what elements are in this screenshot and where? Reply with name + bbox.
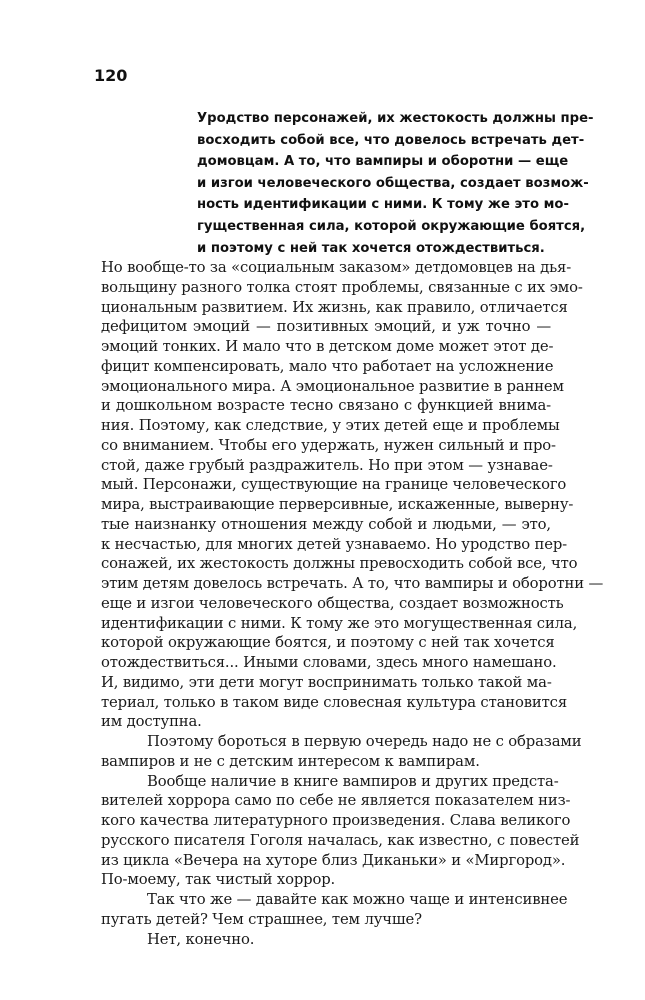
text-line: Но вообще-то за «социальным заказом» детдомовцев на дья- [101,259,572,276]
text-line: тые наизнанку отношения между собой и людьми, — это, [101,515,551,533]
page-number: 120 [94,66,128,85]
text-line: сонажей, их жестокость должны превосходить собой все, что [101,555,578,573]
text-line: Так что же — давайте как можно чаще и интенсивнее [147,891,568,908]
text-line: Нет, конечно. [147,930,255,948]
text-line: к несчастью, для многих детей узнаваемо. Но уродство пер- [101,535,568,553]
text-line: вампиров и не с детским интересом к вампирам. [101,752,480,770]
text-line: териал, только в таком виде словесная культура становится [101,693,567,711]
text-line: русского писателя Гоголя началась, как известно, с повестей [101,831,580,849]
text-line: фицит компенсировать, мало что работает на усложнение [101,357,554,375]
pull-quote [197,108,594,259]
pull-quote-line: гущественная сила, которой окружающие боятся, [197,218,586,234]
text-line: эмоционального мира. А эмоциональное развитие в раннем [101,377,564,395]
text-line: циональным развитием. Их жизнь, как правило, отличается [101,298,568,316]
text-line: вителей хоррора само по себе не является показателем низ- [101,792,571,810]
text-line: и дошкольном возрасте тесно связано с функцией внима- [101,397,551,415]
pull-quote-line: домовцам. А то, что вампиры и оборотни — еще [197,154,569,170]
text-line: Поэтому бороться в первую очередь надо не с образами [147,733,582,750]
text-line: со вниманием. Чтобы его удержать, нужен сильный и про- [101,436,556,454]
text-line: И, видимо, эти дети могут воспринимать только такой ма- [101,673,552,691]
text-line: им доступна. [101,713,202,731]
pull-quote-line: восходить собой все, что довелось встречать дет- [197,132,585,148]
text-line: эмоций тонких. И мало что в детском доме может этот де- [101,338,554,355]
pull-quote-line: Уродство персонажей, их жестокость должны пре- [197,111,594,126]
pull-quote-line: и изгои человеческого общества, создает возмож- [197,175,589,191]
body-text [101,258,604,949]
text-line: из цикла «Вечера на хуторе близ Диканьки» и «Миргород». [101,851,566,869]
text-line: мый. Персонажи, существующие на границе человеческого [101,476,567,494]
text-line: По-моему, так чистый хоррор. [101,871,336,889]
text-line: кого качества литературного произведения. Слава великого [101,812,571,829]
text-line: вольщину разного толка стоят проблемы, связанные с их эмо- [101,278,583,296]
text-line: отождествиться... Иными словами, здесь много намешано. [101,654,557,671]
text-line: ния. Поэтому, как следствие, у этих детей еще и проблемы [101,417,560,434]
text-line: этим детям довелось встречать. А то, что вампиры и оборотни — [101,575,604,592]
text-line: мира, выстраивающие перверсивные, искаженные, выверну- [101,496,574,513]
text-line: которой окружающие боятся, и поэтому с ней так хочется [101,634,555,652]
pull-quote-line: ность идентификации с ними. К тому же это мо- [197,197,569,213]
text-line: идентификации с ними. К тому же это могущественная сила, [101,614,578,632]
text-line: Вообще наличие в книге вампиров и других предста- [147,772,559,790]
text-line: пугать детей? Чем страшнее, тем лучше? [101,910,422,928]
text-line: еще и изгои человеческого общества, создает возможность [101,594,564,612]
text-line: дефицитом эмоций — позитивных эмоций, и уж точно — [101,318,551,336]
pull-quote-line: и поэтому с ней так хочется отождествиться. [197,240,545,256]
text-line: стой, даже грубый раздражитель. Но при этом — узнавае- [101,456,553,474]
